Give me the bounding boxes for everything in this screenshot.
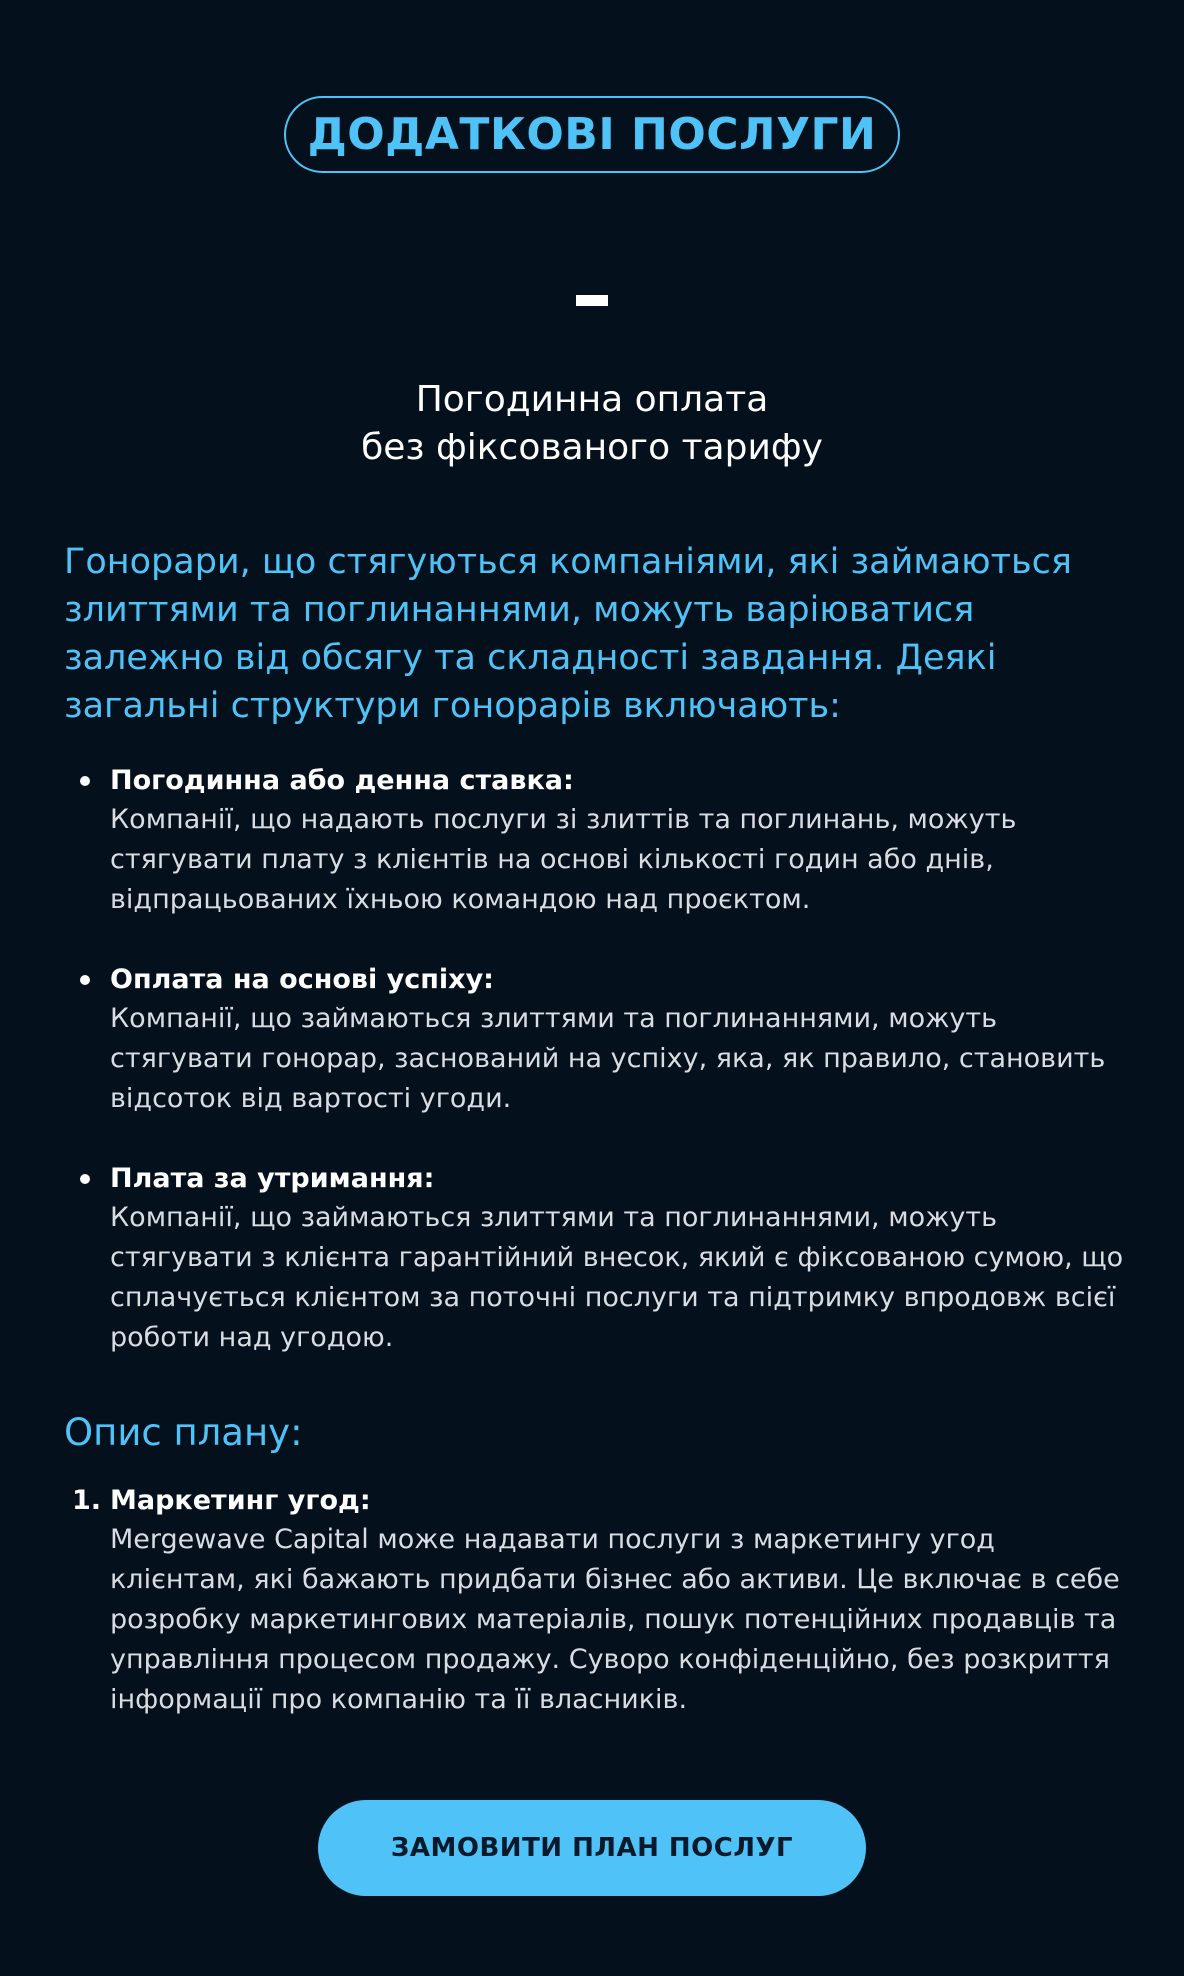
- plan-item-description: Mergewave Capital може надавати послуги з маркетингу угод клієнтам, які бажають придбати бізнес або активи. Це включає в себе розробку маркетингових матеріалів, пошук потенційних продавців та управління процесом продажу. Суворо конфіденційно, без розкриття інформації про компанію та її власників.: [110, 1524, 1120, 1715]
- list-item: [64, 1482, 1124, 1720]
- fee-structure-list: [64, 762, 1124, 1399]
- divider-dash: [576, 295, 608, 306]
- pricing-subtitle: [0, 376, 1184, 472]
- cta-container: [0, 1800, 1184, 1896]
- bullet-icon: [80, 776, 90, 786]
- order-plan-button[interactable]: ЗАМОВИТИ ПЛАН ПОСЛУГ: [318, 1800, 866, 1896]
- list-item: [64, 1160, 1124, 1358]
- subtitle-line-1: Погодинна оплата: [415, 379, 769, 420]
- plan-item-title: Маркетинг угод:: [110, 1485, 371, 1516]
- fee-description: Компанії, що надають послуги зі злиттів та поглинань, можуть стягувати плату з клієнтів на основі кількості годин або днів, відпрацьованих їхньою командою над проєктом.: [110, 804, 1017, 915]
- bullet-icon: [80, 1174, 90, 1184]
- list-item: [64, 762, 1124, 920]
- subtitle-line-2: без фіксованого тарифу: [361, 427, 823, 468]
- section-badge: ДОДАТКОВІ ПОСЛУГИ: [284, 96, 901, 173]
- plan-heading: Опис плану:: [64, 1411, 303, 1454]
- plan-item-number: 1.: [72, 1485, 102, 1516]
- list-item: [64, 961, 1124, 1119]
- fee-title: Погодинна або денна ставка:: [110, 765, 574, 796]
- fee-title: Плата за утримання:: [110, 1163, 435, 1194]
- section-header: [0, 96, 1184, 173]
- bullet-icon: [80, 975, 90, 985]
- fees-intro: Гонорари, що стягуються компаніями, які займаються злиттями та поглинаннями, можуть варіюватися залежно від обсягу та складності завдання. Деякі загальні структури гонорарів включають:: [64, 542, 1072, 726]
- plan-list: [64, 1482, 1124, 1720]
- fee-title: Оплата на основі успіху:: [110, 964, 494, 995]
- fee-description: Компанії, що займаються злиттями та поглинаннями, можуть стягувати з клієнта гарантійний внесок, який є фіксованою сумою, що сплачується клієнтом за поточні послуги та підтримку впродовж всієї роботи над угодою.: [110, 1202, 1124, 1353]
- fee-description: Компанії, що займаються злиттями та поглинаннями, можуть стягувати гонорар, заснований на успіху, яка, як правило, становить відсоток від вартості угоди.: [110, 1003, 1106, 1114]
